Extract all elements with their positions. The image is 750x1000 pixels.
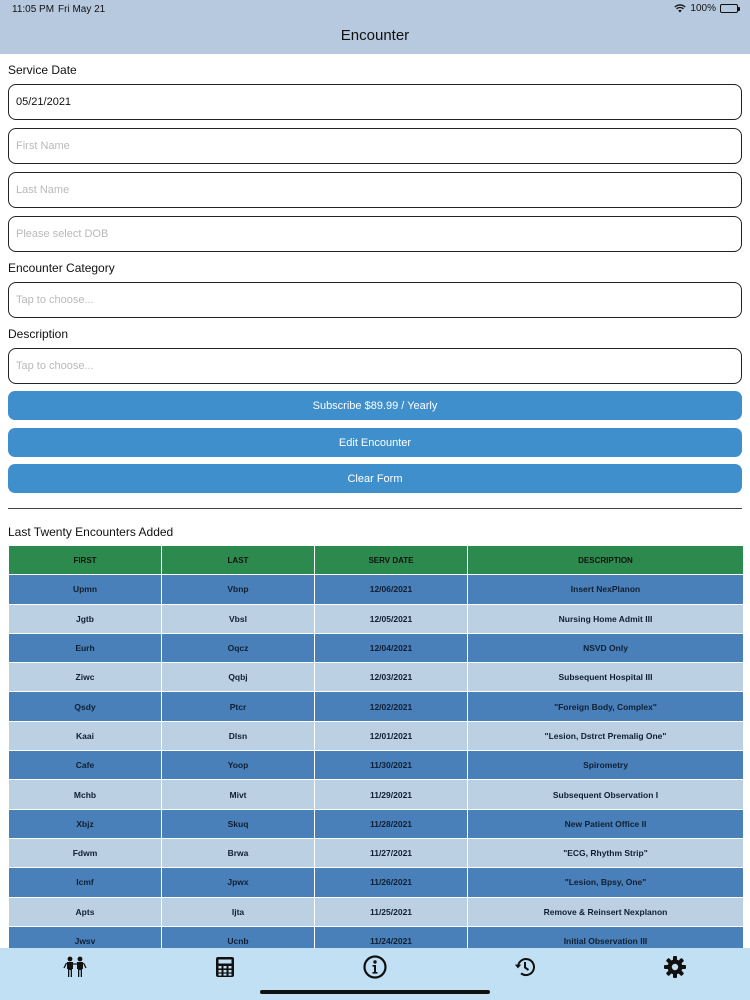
tab-info[interactable] — [362, 954, 388, 980]
cell-first: Apts — [9, 897, 162, 926]
cell-last: Jpwx — [162, 868, 315, 897]
cell-last: Ptcr — [162, 692, 315, 721]
table-row[interactable] — [9, 604, 744, 633]
cell-first: Fdwm — [9, 838, 162, 867]
cell-serv-date: 12/02/2021 — [315, 692, 468, 721]
tab-settings[interactable] — [662, 954, 688, 980]
cell-first: Cafe — [9, 751, 162, 780]
wifi-icon — [674, 4, 686, 13]
cell-first: Qsdy — [9, 692, 162, 721]
cell-serv-date: 12/01/2021 — [315, 721, 468, 750]
people-icon — [62, 956, 88, 978]
status-right — [674, 3, 738, 14]
nav-bar — [0, 18, 750, 54]
table-row[interactable] — [9, 751, 744, 780]
cell-last: Dlsn — [162, 721, 315, 750]
cell-first: Jgtb — [9, 604, 162, 633]
table-row[interactable] — [9, 897, 744, 926]
cell-last: Ucnb — [162, 926, 315, 955]
cell-last: Vbsl — [162, 604, 315, 633]
status-date: Fri May 21 — [58, 4, 106, 15]
status-bar — [0, 0, 750, 18]
table-row[interactable] — [9, 663, 744, 692]
cell-last: Vbnp — [162, 575, 315, 604]
description-label: Description — [8, 327, 69, 341]
cell-last: Brwa — [162, 838, 315, 867]
cell-description: Insert NexPlanon — [468, 575, 744, 604]
cell-description: "ECG, Rhythm Strip" — [468, 838, 744, 867]
cell-description: Nursing Home Admit III — [468, 604, 744, 633]
cell-first: Mchb — [9, 780, 162, 809]
table-row[interactable] — [9, 868, 744, 897]
cell-serv-date: 11/24/2021 — [315, 926, 468, 955]
gear-icon — [663, 955, 687, 979]
battery-icon — [720, 4, 738, 13]
table-header-row — [9, 546, 744, 575]
encounter-category-label: Encounter Category — [8, 261, 115, 275]
column-header-first: FIRST — [9, 546, 162, 575]
cell-serv-date: 11/27/2021 — [315, 838, 468, 867]
tab-history[interactable] — [512, 954, 538, 980]
subscribe-button[interactable]: Subscribe $89.99 / Yearly — [8, 391, 742, 420]
table-row[interactable] — [9, 692, 744, 721]
cell-description: Spirometry — [468, 751, 744, 780]
cell-description: Remove & Reinsert Nexplanon — [468, 897, 744, 926]
info-icon — [363, 955, 387, 979]
cell-last: Ijta — [162, 897, 315, 926]
page-title: Encounter — [340, 27, 410, 44]
cell-description: "Lesion, Bpsy, One" — [468, 868, 744, 897]
cell-description: Subsequent Observation I — [468, 780, 744, 809]
clear-form-button[interactable]: Clear Form — [8, 464, 742, 493]
cell-first: Ziwc — [9, 663, 162, 692]
calculator-icon — [215, 956, 235, 978]
cell-description: "Foreign Body, Complex" — [468, 692, 744, 721]
cell-first: Kaai — [9, 721, 162, 750]
cell-first: Upmn — [9, 575, 162, 604]
first-name-field[interactable]: First Name — [8, 128, 742, 164]
cell-description: Subsequent Hospital III — [468, 663, 744, 692]
cell-description: NSVD Only — [468, 633, 744, 662]
table-row[interactable] — [9, 809, 744, 838]
cell-last: Yoop — [162, 751, 315, 780]
service-date-label: Service Date — [8, 63, 77, 77]
table-title: Last Twenty Encounters Added — [8, 525, 174, 539]
table-row[interactable] — [9, 780, 744, 809]
tab-calculator[interactable] — [212, 954, 238, 980]
last-name-field[interactable]: Last Name — [8, 172, 742, 208]
cell-serv-date: 11/25/2021 — [315, 897, 468, 926]
cell-last: Qqbj — [162, 663, 315, 692]
cell-description: New Patient Office II — [468, 809, 744, 838]
cell-last: Skuq — [162, 809, 315, 838]
cell-serv-date: 12/03/2021 — [315, 663, 468, 692]
divider — [8, 508, 742, 509]
cell-first: Xbjz — [9, 809, 162, 838]
cell-serv-date: 12/04/2021 — [315, 633, 468, 662]
table-row[interactable] — [9, 633, 744, 662]
column-header-serv-date: SERV DATE — [315, 546, 468, 575]
table-row[interactable] — [9, 721, 744, 750]
table-row[interactable] — [9, 575, 744, 604]
cell-serv-date: 11/30/2021 — [315, 751, 468, 780]
cell-serv-date: 11/28/2021 — [315, 809, 468, 838]
cell-first: Eurh — [9, 633, 162, 662]
home-indicator[interactable] — [260, 990, 490, 994]
column-header-last: LAST — [162, 546, 315, 575]
dob-field[interactable]: Please select DOB — [8, 216, 742, 252]
tab-people[interactable] — [62, 954, 88, 980]
cell-description: Initial Observation III — [468, 926, 744, 955]
cell-serv-date: 12/06/2021 — [315, 575, 468, 604]
encounters-table — [8, 545, 744, 956]
column-header-description: DESCRIPTION — [468, 546, 744, 575]
cell-description: "Lesion, Dstrct Premalig One" — [468, 721, 744, 750]
cell-first: Icmf — [9, 868, 162, 897]
status-time: 11:05 PM — [12, 4, 55, 15]
cell-serv-date: 11/26/2021 — [315, 868, 468, 897]
table-row[interactable] — [9, 838, 744, 867]
history-icon — [513, 955, 537, 979]
cell-serv-date: 11/29/2021 — [315, 780, 468, 809]
cell-serv-date: 12/05/2021 — [315, 604, 468, 633]
cell-last: Oqcz — [162, 633, 315, 662]
service-date-field[interactable]: 05/21/2021 — [8, 84, 742, 120]
cell-last: Mivt — [162, 780, 315, 809]
encounter-category-field[interactable]: Tap to choose... — [8, 282, 742, 318]
battery-percent: 100% — [690, 3, 716, 14]
cell-first: Jwsv — [9, 926, 162, 955]
edit-encounter-button[interactable]: Edit Encounter — [8, 428, 742, 457]
description-field[interactable]: Tap to choose... — [8, 348, 742, 384]
